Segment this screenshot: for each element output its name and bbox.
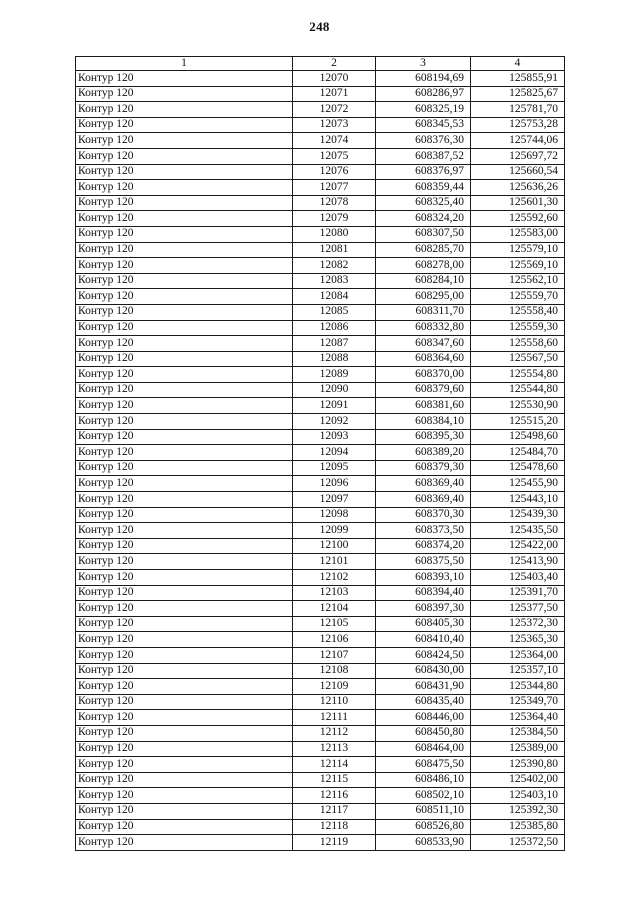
y-coordinate-cell: 125365,30: [471, 632, 565, 648]
table-row: [76, 570, 565, 586]
point-number-cell: 12094: [293, 445, 376, 461]
table-row: [76, 242, 565, 258]
point-number-cell: 12109: [293, 679, 376, 695]
table-row: [76, 757, 565, 773]
point-number-cell: 12113: [293, 741, 376, 757]
table-row: [76, 445, 565, 461]
table-row: [76, 632, 565, 648]
y-coordinate-cell: 125559,30: [471, 320, 565, 336]
table-row: [76, 741, 565, 757]
point-number-cell: 12114: [293, 757, 376, 773]
contour-name-cell: Контур 120: [76, 585, 293, 601]
table-row: [76, 180, 565, 196]
y-coordinate-cell: 125697,72: [471, 148, 565, 164]
column-header-3: 3: [376, 57, 471, 71]
y-coordinate-cell: 125855,91: [471, 71, 565, 87]
y-coordinate-cell: 125389,00: [471, 741, 565, 757]
y-coordinate-cell: 125435,50: [471, 523, 565, 539]
y-coordinate-cell: 125403,10: [471, 788, 565, 804]
contour-name-cell: Контур 120: [76, 570, 293, 586]
x-coordinate-cell: 608381,60: [376, 398, 471, 414]
point-number-cell: 12103: [293, 585, 376, 601]
y-coordinate-cell: 125515,20: [471, 414, 565, 430]
y-coordinate-cell: 125443,10: [471, 492, 565, 508]
y-coordinate-cell: 125744,06: [471, 133, 565, 149]
contour-name-cell: Контур 120: [76, 320, 293, 336]
contour-name-cell: Контур 120: [76, 554, 293, 570]
y-coordinate-cell: 125390,80: [471, 757, 565, 773]
table-row: [76, 429, 565, 445]
contour-name-cell: Контур 120: [76, 772, 293, 788]
x-coordinate-cell: 608446,00: [376, 710, 471, 726]
table-row: [76, 117, 565, 133]
point-number-cell: 12070: [293, 71, 376, 87]
point-number-cell: 12106: [293, 632, 376, 648]
contour-name-cell: Контур 120: [76, 679, 293, 695]
y-coordinate-cell: 125455,90: [471, 476, 565, 492]
point-number-cell: 12107: [293, 647, 376, 663]
x-coordinate-cell: 608424,50: [376, 647, 471, 663]
y-coordinate-cell: 125364,40: [471, 710, 565, 726]
point-number-cell: 12117: [293, 803, 376, 819]
point-number-cell: 12077: [293, 180, 376, 196]
contour-name-cell: Контур 120: [76, 148, 293, 164]
table-row: [76, 819, 565, 835]
contour-name-cell: Контур 120: [76, 492, 293, 508]
y-coordinate-cell: 125392,30: [471, 803, 565, 819]
point-number-cell: 12105: [293, 616, 376, 632]
x-coordinate-cell: 608387,52: [376, 148, 471, 164]
table-row: [76, 460, 565, 476]
contour-name-cell: Контур 120: [76, 647, 293, 663]
contour-name-cell: Контур 120: [76, 133, 293, 149]
y-coordinate-cell: 125530,90: [471, 398, 565, 414]
table-row: [76, 663, 565, 679]
x-coordinate-cell: 608393,10: [376, 570, 471, 586]
x-coordinate-cell: 608511,10: [376, 803, 471, 819]
x-coordinate-cell: 608376,97: [376, 164, 471, 180]
x-coordinate-cell: 608307,50: [376, 226, 471, 242]
y-coordinate-cell: 125402,00: [471, 772, 565, 788]
coordinates-table: [75, 56, 565, 851]
x-coordinate-cell: 608278,00: [376, 258, 471, 274]
y-coordinate-cell: 125569,10: [471, 258, 565, 274]
contour-name-cell: Контур 120: [76, 803, 293, 819]
x-coordinate-cell: 608410,40: [376, 632, 471, 648]
point-number-cell: 12112: [293, 725, 376, 741]
table-header-row: [76, 57, 565, 71]
table-row: [76, 195, 565, 211]
contour-name-cell: Контур 120: [76, 523, 293, 539]
x-coordinate-cell: 608345,53: [376, 117, 471, 133]
y-coordinate-cell: 125349,70: [471, 694, 565, 710]
x-coordinate-cell: 608431,90: [376, 679, 471, 695]
table-row: [76, 164, 565, 180]
table-row: [76, 148, 565, 164]
y-coordinate-cell: 125554,80: [471, 367, 565, 383]
y-coordinate-cell: 125825,67: [471, 86, 565, 102]
point-number-cell: 12073: [293, 117, 376, 133]
table-row: [76, 507, 565, 523]
y-coordinate-cell: 125579,10: [471, 242, 565, 258]
x-coordinate-cell: 608373,50: [376, 523, 471, 539]
point-number-cell: 12079: [293, 211, 376, 227]
table-row: [76, 772, 565, 788]
contour-name-cell: Контур 120: [76, 414, 293, 430]
table-row: [76, 835, 565, 851]
contour-name-cell: Контур 120: [76, 258, 293, 274]
point-number-cell: 12110: [293, 694, 376, 710]
x-coordinate-cell: 608533,90: [376, 835, 471, 851]
point-number-cell: 12108: [293, 663, 376, 679]
x-coordinate-cell: 608286,97: [376, 86, 471, 102]
y-coordinate-cell: 125391,70: [471, 585, 565, 601]
table-row: [76, 398, 565, 414]
x-coordinate-cell: 608375,50: [376, 554, 471, 570]
y-coordinate-cell: 125357,10: [471, 663, 565, 679]
table-row: [76, 336, 565, 352]
contour-name-cell: Контур 120: [76, 757, 293, 773]
table-row: [76, 679, 565, 695]
contour-name-cell: Контур 120: [76, 351, 293, 367]
table-row: [76, 133, 565, 149]
y-coordinate-cell: 125484,70: [471, 445, 565, 461]
contour-name-cell: Контур 120: [76, 694, 293, 710]
point-number-cell: 12090: [293, 382, 376, 398]
table-row: [76, 803, 565, 819]
contour-name-cell: Контур 120: [76, 211, 293, 227]
x-coordinate-cell: 608395,30: [376, 429, 471, 445]
point-number-cell: 12096: [293, 476, 376, 492]
contour-name-cell: Контур 120: [76, 226, 293, 242]
table-row: [76, 492, 565, 508]
y-coordinate-cell: 125558,60: [471, 336, 565, 352]
y-coordinate-cell: 125660,54: [471, 164, 565, 180]
contour-name-cell: Контур 120: [76, 507, 293, 523]
coordinates-table-container: [75, 56, 565, 851]
y-coordinate-cell: 125422,00: [471, 538, 565, 554]
x-coordinate-cell: 608405,30: [376, 616, 471, 632]
point-number-cell: 12084: [293, 289, 376, 305]
contour-name-cell: Контур 120: [76, 102, 293, 118]
point-number-cell: 12100: [293, 538, 376, 554]
table-row: [76, 725, 565, 741]
y-coordinate-cell: 125567,50: [471, 351, 565, 367]
x-coordinate-cell: 608464,00: [376, 741, 471, 757]
table-row: [76, 616, 565, 632]
x-coordinate-cell: 608379,30: [376, 460, 471, 476]
contour-name-cell: Контур 120: [76, 71, 293, 87]
point-number-cell: 12071: [293, 86, 376, 102]
contour-name-cell: Контур 120: [76, 538, 293, 554]
x-coordinate-cell: 608450,80: [376, 725, 471, 741]
contour-name-cell: Контур 120: [76, 117, 293, 133]
point-number-cell: 12088: [293, 351, 376, 367]
point-number-cell: 12089: [293, 367, 376, 383]
x-coordinate-cell: 608325,19: [376, 102, 471, 118]
y-coordinate-cell: 125559,70: [471, 289, 565, 305]
contour-name-cell: Контур 120: [76, 289, 293, 305]
contour-name-cell: Контур 120: [76, 429, 293, 445]
y-coordinate-cell: 125583,00: [471, 226, 565, 242]
point-number-cell: 12095: [293, 460, 376, 476]
y-coordinate-cell: 125403,40: [471, 570, 565, 586]
y-coordinate-cell: 125562,10: [471, 273, 565, 289]
point-number-cell: 12093: [293, 429, 376, 445]
y-coordinate-cell: 125544,80: [471, 382, 565, 398]
contour-name-cell: Контур 120: [76, 819, 293, 835]
y-coordinate-cell: 125384,50: [471, 725, 565, 741]
table-row: [76, 102, 565, 118]
contour-name-cell: Контур 120: [76, 632, 293, 648]
x-coordinate-cell: 608295,00: [376, 289, 471, 305]
x-coordinate-cell: 608526,80: [376, 819, 471, 835]
x-coordinate-cell: 608370,00: [376, 367, 471, 383]
table-row: [76, 367, 565, 383]
x-coordinate-cell: 608435,40: [376, 694, 471, 710]
y-coordinate-cell: 125372,30: [471, 616, 565, 632]
contour-name-cell: Контур 120: [76, 616, 293, 632]
contour-name-cell: Контур 120: [76, 242, 293, 258]
point-number-cell: 12092: [293, 414, 376, 430]
table-row: [76, 258, 565, 274]
y-coordinate-cell: 125413,90: [471, 554, 565, 570]
y-coordinate-cell: 125377,50: [471, 601, 565, 617]
x-coordinate-cell: 608284,10: [376, 273, 471, 289]
point-number-cell: 12078: [293, 195, 376, 211]
point-number-cell: 12074: [293, 133, 376, 149]
table-row: [76, 289, 565, 305]
point-number-cell: 12101: [293, 554, 376, 570]
table-row: [76, 788, 565, 804]
y-coordinate-cell: 125498,60: [471, 429, 565, 445]
x-coordinate-cell: 608194,69: [376, 71, 471, 87]
x-coordinate-cell: 608502,10: [376, 788, 471, 804]
contour-name-cell: Контур 120: [76, 725, 293, 741]
contour-name-cell: Контур 120: [76, 445, 293, 461]
x-coordinate-cell: 608347,60: [376, 336, 471, 352]
point-number-cell: 12091: [293, 398, 376, 414]
y-coordinate-cell: 125478,60: [471, 460, 565, 476]
table-row: [76, 694, 565, 710]
point-number-cell: 12099: [293, 523, 376, 539]
point-number-cell: 12116: [293, 788, 376, 804]
point-number-cell: 12083: [293, 273, 376, 289]
x-coordinate-cell: 608394,40: [376, 585, 471, 601]
table-row: [76, 86, 565, 102]
point-number-cell: 12086: [293, 320, 376, 336]
table-row: [76, 273, 565, 289]
contour-name-cell: Контур 120: [76, 382, 293, 398]
contour-name-cell: Контур 120: [76, 601, 293, 617]
contour-name-cell: Контур 120: [76, 741, 293, 757]
contour-name-cell: Контур 120: [76, 86, 293, 102]
y-coordinate-cell: 125364,00: [471, 647, 565, 663]
y-coordinate-cell: 125372,50: [471, 835, 565, 851]
x-coordinate-cell: 608285,70: [376, 242, 471, 258]
table-row: [76, 382, 565, 398]
x-coordinate-cell: 608369,40: [376, 492, 471, 508]
x-coordinate-cell: 608389,20: [376, 445, 471, 461]
x-coordinate-cell: 608369,40: [376, 476, 471, 492]
contour-name-cell: Контур 120: [76, 788, 293, 804]
point-number-cell: 12119: [293, 835, 376, 851]
point-number-cell: 12111: [293, 710, 376, 726]
contour-name-cell: Контур 120: [76, 180, 293, 196]
table-row: [76, 351, 565, 367]
y-coordinate-cell: 125439,30: [471, 507, 565, 523]
point-number-cell: 12098: [293, 507, 376, 523]
y-coordinate-cell: 125385,80: [471, 819, 565, 835]
x-coordinate-cell: 608370,30: [376, 507, 471, 523]
page-number: 248: [309, 19, 330, 34]
contour-name-cell: Контур 120: [76, 195, 293, 211]
table-row: [76, 71, 565, 87]
x-coordinate-cell: 608384,10: [376, 414, 471, 430]
x-coordinate-cell: 608332,80: [376, 320, 471, 336]
y-coordinate-cell: 125592,60: [471, 211, 565, 227]
x-coordinate-cell: 608430,00: [376, 663, 471, 679]
point-number-cell: 12087: [293, 336, 376, 352]
table-row: [76, 554, 565, 570]
contour-name-cell: Контур 120: [76, 273, 293, 289]
contour-name-cell: Контур 120: [76, 460, 293, 476]
contour-name-cell: Контур 120: [76, 663, 293, 679]
x-coordinate-cell: 608325,40: [376, 195, 471, 211]
table-row: [76, 538, 565, 554]
y-coordinate-cell: 125558,40: [471, 304, 565, 320]
contour-name-cell: Контур 120: [76, 476, 293, 492]
x-coordinate-cell: 608379,60: [376, 382, 471, 398]
x-coordinate-cell: 608311,70: [376, 304, 471, 320]
y-coordinate-cell: 125781,70: [471, 102, 565, 118]
point-number-cell: 12115: [293, 772, 376, 788]
point-number-cell: 12097: [293, 492, 376, 508]
x-coordinate-cell: 608364,60: [376, 351, 471, 367]
contour-name-cell: Контур 120: [76, 835, 293, 851]
table-row: [76, 601, 565, 617]
point-number-cell: 12085: [293, 304, 376, 320]
y-coordinate-cell: 125753,28: [471, 117, 565, 133]
contour-name-cell: Контур 120: [76, 398, 293, 414]
table-row: [76, 320, 565, 336]
point-number-cell: 12076: [293, 164, 376, 180]
point-number-cell: 12072: [293, 102, 376, 118]
point-number-cell: 12081: [293, 242, 376, 258]
x-coordinate-cell: 608475,50: [376, 757, 471, 773]
table-row: [76, 476, 565, 492]
point-number-cell: 12104: [293, 601, 376, 617]
y-coordinate-cell: 125601,30: [471, 195, 565, 211]
contour-name-cell: Контур 120: [76, 304, 293, 320]
point-number-cell: 12075: [293, 148, 376, 164]
table-row: [76, 211, 565, 227]
y-coordinate-cell: 125344,80: [471, 679, 565, 695]
contour-name-cell: Контур 120: [76, 710, 293, 726]
y-coordinate-cell: 125636,26: [471, 180, 565, 196]
table-row: [76, 414, 565, 430]
point-number-cell: 12102: [293, 570, 376, 586]
point-number-cell: 12080: [293, 226, 376, 242]
table-row: [76, 647, 565, 663]
column-header-4: 4: [471, 57, 565, 71]
table-row: [76, 304, 565, 320]
point-number-cell: 12082: [293, 258, 376, 274]
table-row: [76, 710, 565, 726]
x-coordinate-cell: 608359,44: [376, 180, 471, 196]
x-coordinate-cell: 608374,20: [376, 538, 471, 554]
x-coordinate-cell: 608397,30: [376, 601, 471, 617]
x-coordinate-cell: 608376,30: [376, 133, 471, 149]
x-coordinate-cell: 608324,20: [376, 211, 471, 227]
contour-name-cell: Контур 120: [76, 164, 293, 180]
contour-name-cell: Контур 120: [76, 367, 293, 383]
table-row: [76, 523, 565, 539]
table-row: [76, 585, 565, 601]
column-header-1: 1: [76, 57, 293, 71]
point-number-cell: 12118: [293, 819, 376, 835]
table-row: [76, 226, 565, 242]
x-coordinate-cell: 608486,10: [376, 772, 471, 788]
column-header-2: 2: [293, 57, 376, 71]
contour-name-cell: Контур 120: [76, 336, 293, 352]
